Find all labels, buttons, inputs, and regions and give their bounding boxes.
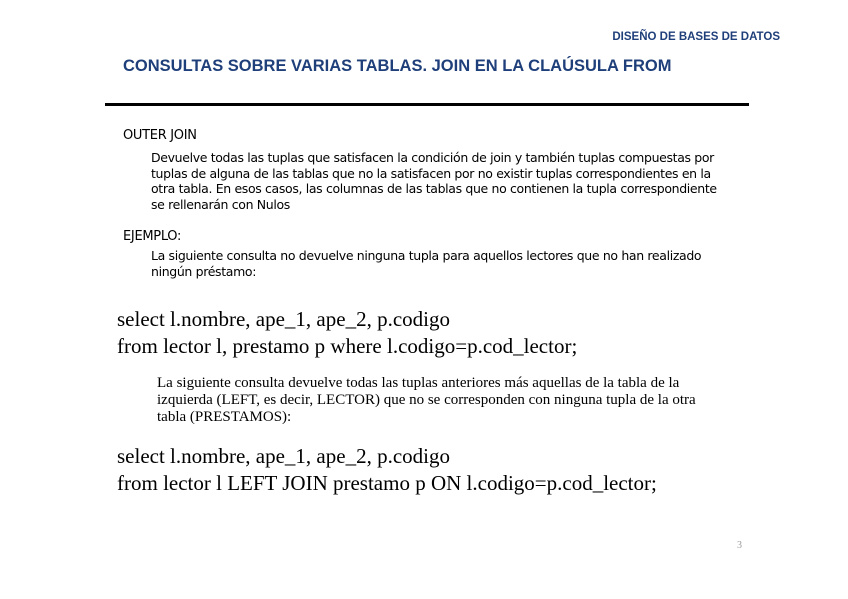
sql-query-line: from lector l, prestamo p where l.codigo=p.cod_lector; (117, 334, 578, 358)
sql-query-line: select l.nombre, ape_1, ape_2, p.codigo (117, 307, 450, 331)
course-label: DISEÑO DE BASES DE DATOS (612, 31, 780, 43)
slide-title: CONSULTAS SOBRE VARIAS TABLAS. JOIN EN LA CLAÚSULA FROM (123, 57, 672, 75)
outer-join-heading: OUTER JOIN (123, 128, 197, 143)
example-heading: EJEMPLO: (123, 229, 182, 244)
sql-query-inner-join (117, 306, 817, 360)
sql-query-left-join (117, 443, 817, 497)
title-divider (105, 103, 749, 106)
example-description: La siguiente consulta no devuelve ninguna tupla para aquellos lectores que no han realizado ningún préstamo: (151, 248, 702, 279)
page-number: 3 (737, 540, 742, 551)
outer-join-description: Devuelve todas las tuplas que satisfacen la condición de join y también tuplas compuestas por tuplas de alguna de las tablas que no la satisfacen por no existir tuplas correspondientes en la otra tabla. En esos casos, las columnas de las tablas que no contienen la tupla correspondiente se rellenarán con Nulos (151, 150, 717, 212)
left-join-note: La siguiente consulta devuelve todas las tuplas anteriores más aquellas de la tabla de la izquierda (LEFT, es decir, LECTOR) que no se corresponden con ninguna tupla de la otra tabla (PRESTAMOS): (157, 375, 696, 425)
sql-query-line: from lector l LEFT JOIN prestamo p ON l.codigo=p.cod_lector; (117, 471, 657, 495)
sql-query-line: select l.nombre, ape_1, ape_2, p.codigo (117, 444, 450, 468)
